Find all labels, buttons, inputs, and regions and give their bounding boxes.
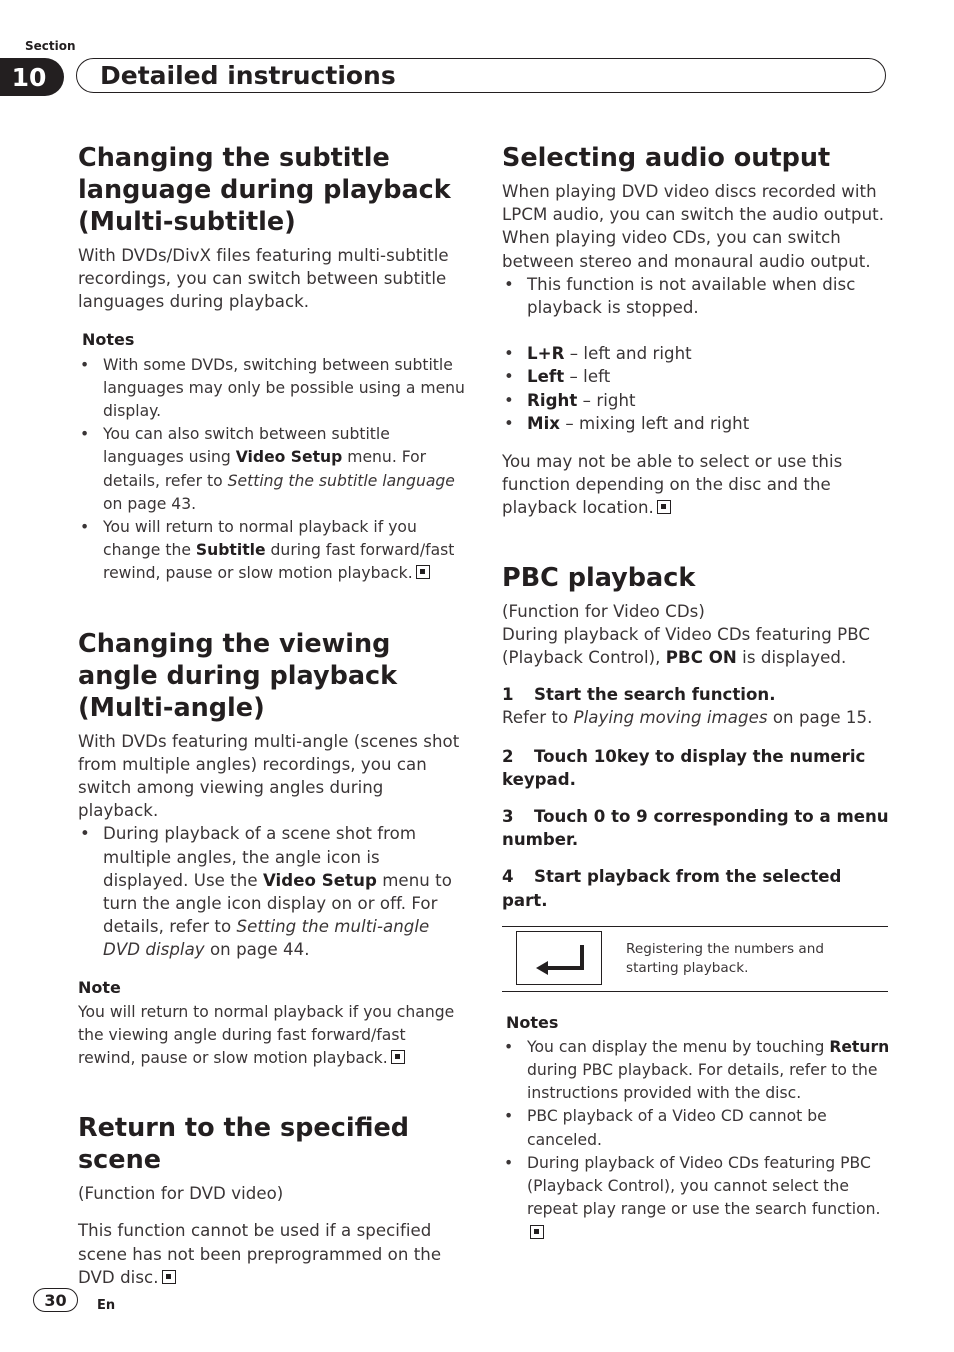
- audio-output-intro: When playing DVD video discs recorded with LPCM audio, you can switch the audio output. When playing video CDs, you can switch between stereo and monaural audio output.: [502, 182, 885, 271]
- multi-subtitle-intro: With DVDs/DivX files featuring multi-subtitle recordings, you can switch between subtitle languages during playback.: [78, 246, 449, 312]
- step-1-ref: Refer to Playing moving images on page 15.: [502, 708, 873, 728]
- list-item: • You can also switch between subtitle languages using Video Setup menu. For details, refer to Setting the subtitle language on page 43.: [78, 423, 468, 516]
- multi-subtitle-notes: [78, 354, 468, 586]
- pbc-notes: [502, 1036, 892, 1245]
- end-mark-icon: [657, 500, 671, 514]
- multi-angle-note: You will return to normal playback if you change the viewing angle during fast forward/fast rewind, pause or slow motion playback.: [78, 1002, 455, 1068]
- step-4: 4 Start playback from the selected part.: [502, 867, 842, 910]
- audio-options-list: [502, 342, 892, 435]
- list-item: • You will return to normal playback if you change the Subtitle during fast forward/fast rewind, pause or slow motion playback.: [78, 516, 468, 586]
- return-scene-text: This function cannot be used if a specified scene has not been preprogrammed on the DVD disc.: [78, 1221, 442, 1287]
- pbc-function: (Function for Video CDs): [502, 601, 705, 621]
- pbc-intro: During playback of Video CDs featuring PBC (Playback Control), PBC ON is displayed.: [502, 624, 870, 668]
- section-number-badge: 10: [0, 58, 64, 96]
- return-scene-function: (Function for DVD video): [78, 1184, 284, 1204]
- audio-option: • L+R – left and right: [502, 342, 892, 365]
- icon-table: [502, 926, 888, 992]
- language-label: En: [97, 1298, 116, 1313]
- note-heading: Note: [78, 977, 121, 997]
- audio-output-heading: Selecting audio output: [502, 143, 831, 173]
- end-mark-icon: [530, 1225, 544, 1239]
- list-item: • With some DVDs, switching between subtitle languages may only be possible using a menu display.: [78, 354, 468, 424]
- notes-heading: Notes: [506, 1012, 559, 1032]
- enter-return-icon: [516, 931, 602, 985]
- list-item: • This function is not available when disc playback is stopped.: [502, 273, 892, 319]
- step-1: 1 Start the search function.: [502, 685, 776, 705]
- page-number: 30: [33, 1288, 78, 1312]
- pbc-heading: PBC playback: [502, 562, 696, 593]
- left-column: [78, 142, 468, 1289]
- multi-subtitle-heading: Changing the subtitle language during playback (Multi-subtitle): [78, 143, 451, 237]
- icon-caption: Registering the numbers and starting playback.: [626, 940, 824, 977]
- list-item: • PBC playback of a Video CD cannot be canceled.: [502, 1105, 892, 1151]
- audio-option: • Left – left: [502, 365, 892, 388]
- audio-output-footer: You may not be able to select or use this function depending on the disc and the playback location.: [502, 452, 843, 518]
- return-scene-heading: Return to the specified scene: [78, 1113, 410, 1176]
- list-item: • You can display the menu by touching Return during PBC playback. For details, refer to the instructions provided with the disc.: [502, 1036, 892, 1106]
- right-column: [502, 142, 892, 1245]
- step-3: 3 Touch 0 to 9 corresponding to a menu number.: [502, 807, 889, 850]
- multi-angle-heading: Changing the viewing angle during playback (Multi-angle): [78, 628, 398, 723]
- audio-output-bullet: [502, 273, 892, 319]
- end-mark-icon: [416, 565, 430, 579]
- end-mark-icon: [162, 1270, 176, 1284]
- section-label: Section: [25, 39, 76, 53]
- section-title: Detailed instructions: [100, 61, 396, 90]
- multi-angle-bullets: [78, 822, 468, 961]
- notes-heading: Notes: [82, 329, 135, 349]
- list-item: • During playback of a scene shot from multiple angles, the angle icon is displayed. Use the Video Setup menu to turn the angle icon display on or off. For details, refer to Setting the multi-angle DVD display on page 44.: [78, 822, 468, 961]
- list-item: • During playback of Video CDs featuring PBC (Playback Control), you cannot select the repeat play range or use the search function.: [502, 1152, 892, 1245]
- step-2: 2 Touch 10key to display the numeric keypad.: [502, 746, 866, 789]
- end-mark-icon: [391, 1050, 405, 1064]
- multi-angle-intro: With DVDs featuring multi-angle (scenes shot from multiple angles) recordings, you can switch among viewing angles during playback.: [78, 731, 460, 821]
- audio-option: • Mix – mixing left and right: [502, 412, 892, 435]
- audio-option: • Right – right: [502, 389, 892, 412]
